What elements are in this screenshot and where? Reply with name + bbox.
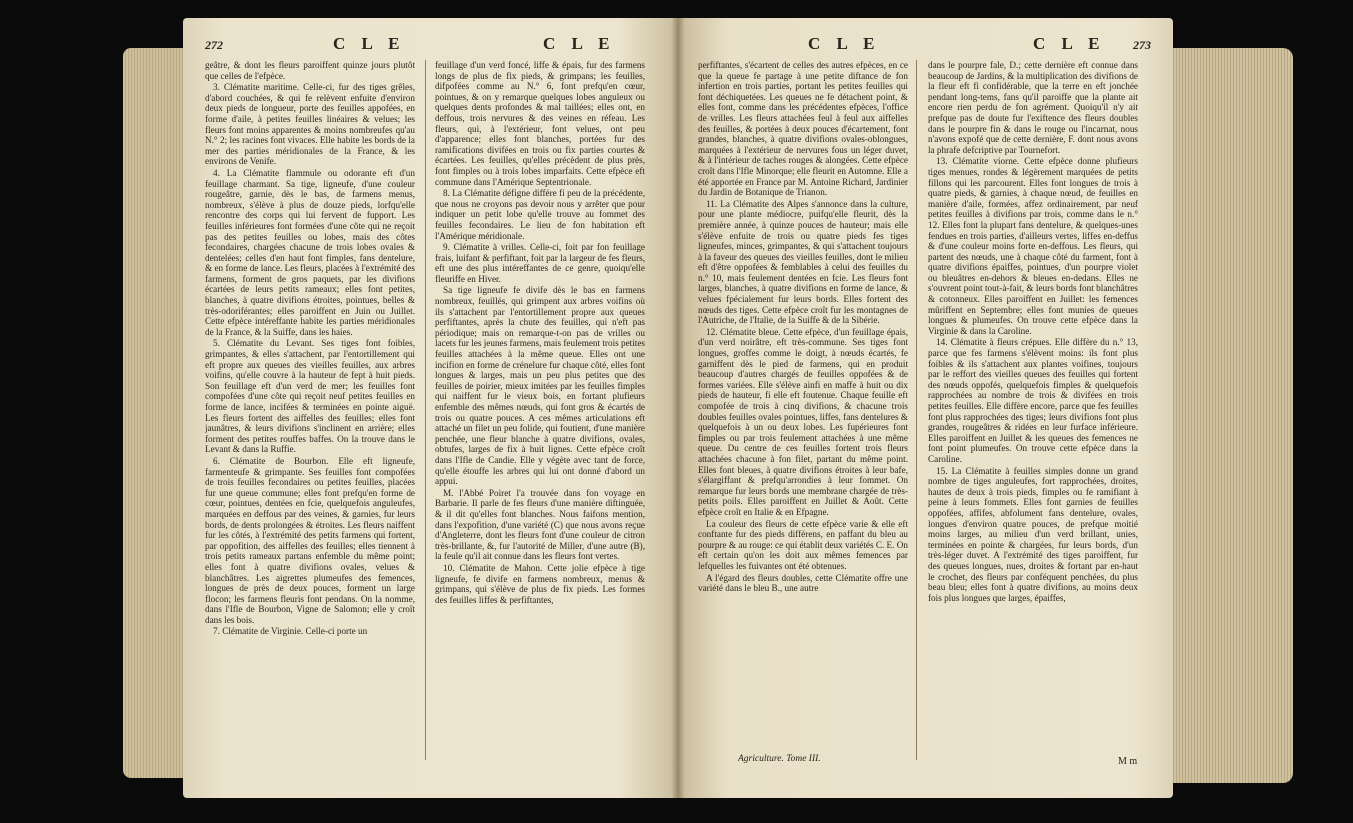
page-number-left: 272 [205,38,223,52]
left-page-column-2 [435,60,645,606]
paragraph: A l'égard des fleurs doubles, cette Clématite offre une variété dans le bleu B., une autre [698,572,908,594]
right-page-column-1 [698,60,908,750]
paragraph: geâtre, & dont les fleurs paroiffent quinze jours plutôt que celles de l'efpèce. [205,60,415,81]
paragraph: 13. Clématite viorne. Cette efpèce donne plufieurs tiges menues, rondes & légèrement marquées de petits fillons qui les parcourent. Elles font longues de trois à quatre pieds, & garnies, à chaque nœud, de feuilles en manière d'aile, formées, affez ordinairement, par neuf petites feuilles à divifions par trois, comme dans le n.° 12. Elles font la plupart fans dentelure, & quelques-unes fendues en trois parties, d'ailleurs vertes, liffes en-deffus & d'une couleur moins forte en-deffous. Les fleurs, qui partent des nœuds, une à chaque côté du farment, font à quatre divifions épaiffes, pointues, d'un pourpre violet ou bleuâtres en-dehors & bleues en-dedans. Elles ne s'ouvrent point tout-à-fait, & leurs bords font blanchâtres & cotonneux. Elles paroiffent en Juillet: les femences mûriffent en Septembre; elles font munies de queues longues & plumeufes. On trouve cette efpèce dans la Virginie & dans la Caroline. [928,156,1138,336]
running-head-left-col2: C L E [543,34,616,53]
paragraph: 14. Clématite à fleurs crépues. Elle diffère du n.° 13, parce que fes farmens s'élèvent moins: ils font plus foibles & ils s'attachent aux plantes voifines, toujours par le reffort des vieilles queues des feuilles qui fortent des nœuds oppofés, quelquefois fimples & quelquefois rapprochées au nombre de trois & divifées en trois petites feuilles. Elle diffère encore, parce que fes feuilles font plus rapprochées des tiges; leurs divifions font plus grandes, rougeâtres & ridées en leur furface inférieure. Elles paroiffent en Juillet & les queues des femences ne font point plumeufes. On trouve cette efpèce dans la Caroline. [928,337,1138,464]
running-head-right-col1: C L E [808,34,881,53]
open-book [183,18,1183,808]
paragraph: perfiftantes, s'écartent de celles des autres efpèces, en ce que la queue fe partage à une petite diftance de fon infertion en trois parties, portant les petites feuilles qui font déchiquetées. Les queues ne fe détachent point, & elles font, comme dans les précédentes efpèces, l'office de vrilles. Les fleurs attachées feul à feul aux aiffelles des feuilles, & portées à deux pouces d'écartement, font grandes, blanches, à quatre divifions ovales-oblongues, marquées à l'extérieur de nervures fous un léger duvet, & à l'intérieur de taches rouges & alongées. Cette efpèce croît dans l'Ifle Minorque; elle fleurit en Automne. Elle a été apportée en France par M. Antoine Richard, Jardinier du Jardin de Botanique de Trianon. [698,60,908,198]
paragraph: feuillage d'un verd foncé, liffe & épais, fur des farmens longs de plus de fix pieds, & grimpans; les feuilles, difpofées comme au N.° 6, font prefqu'en cœur, pointues, & on y remarque quelques lobes anguleux ou quelques dents profondes & mal taillées; elles ont, en deffous, trois nervures & des veines en réfeau. Les fleurs, qui, à l'extérieur, font velues, ont peu d'apparence; elles font blanches, portées fur des ramifications divifées en trois ou fix parties courtes & écartées. Les feuilles, qu'elles précèdent de plus près, font fimples ou à trois lobes imparfaits. Cette efpèce eft commune dans l'Amérique Septentrionale. [435,60,645,187]
paragraph: 15. La Clématite à feuilles simples donne un grand nombre de tiges anguleufes, fort rapprochées, droites, hautes de deux à trois pieds, fimples ou fe ramifiant à peine à leurs fommets. Elles font garnies de feuilles oppofées, affifes, abfolument fans dentelure, ovales, longues d'environ quatre pouces, de prefque moitié moins larges, au milieu d'un verd brillant, unies, terminées en pointe & chargées, fur leurs bords, d'un très-léger duvet. A l'extrémité des tiges paroiffent, fur des queues longues, nues, droites & fortant par en-haut le crochet, des fleurs par conféquent penchées, du plus beau bleu; elles font à quatre divifions, au moins deux fois plus longues que larges, épaiffes, [928,465,1138,603]
paragraph: 6. Clématite de Bourbon. Elle eft ligneufe, farmenteufe & grimpante. Ses feuilles font compofées de trois feuilles fecondaires ou petites feuilles, placées fur une queue commune; elles font prefqu'en forme de cœur, pointues, dentées en fcie, quelquefois anguleufes, marquées en deffous par des veines, & garnies, fur leurs bords, de dents prolongées & étroites. Les fleurs naiffent fur les côtés, à l'extrémité des petits farmens qui fortent, par oppofition, des aiffelles des feuilles; elles tiennent à trois petits rameaux partans enfemble du même point; elles font à quatre divifions ovales, velues & blanchâtres. Les aigrettes plumeufes des femences, longues de près de deux pouces, forment un large flocon; les farmens fleuris font pendans. On la nomme, dans l'Ifle de Bourbon, Vigne de Salomon; elle y croît dans les bois. [205,455,415,625]
paragraph: dans le pourpre fale, D.; cette dernière eft connue dans beaucoup de Jardins, & la multiplication des divifions de la fleur eft fi confidérable, que la terre en eft jonchée pendant long-tems, fans qu'il paroiffe que la plante ait encore rien perdu de fon agrément. Quoiqu'il n'y ait prefque pas de doute fur l'exiftence des fleurs doubles dans le pourpre fin & dans le rouge ou l'incarnat, nous n'avons expofé que de cette dernière, F. dont nous avons la phrafe defcriptive par Tournefort. [928,60,1138,155]
paragraph: 4. La Clématite flammule ou odorante eft d'un feuillage charmant. Sa tige, ligneufe, d'une couleur rougeâtre, garnie, dès le bas, de farmens menus, nombreux, s'élève à plus de douze pieds, lorfqu'elle rencontre des corps qui lui fervent de fupport. Les feuilles inférieures font formées d'une côte qui ne reçoit pas des petites feuilles ou lobes, mais des côtes fecondaires, chargées chacune de trois lobes ovales & dentelées; celles d'en haut font fimples, fans dentelure, & en forme de lance. Les fleurs, placées à l'extrémité des farmens, forment de gros paquets, par les divifions écartées de leurs petits rameaux; elles font petites, blanches, à quatre divifions étroites, pointues, belles & très-odoriférantes; elles paroiffent en Juin ou Juillet. Cette efpèce intéreffante habite les parties méridionales de la France, & la Suiffe, dans les haies. [205,167,415,337]
page-number-right: 273 [1133,38,1151,52]
running-head-right-col2: C L E [1033,34,1106,53]
right-page-column-2 [928,60,1138,604]
column-rule [425,60,426,760]
paragraph: Sa tige ligneufe fe divife dès le bas en farmens nombreux, feuillés, qui grimpent aux arbres voifins où ils s'attachent par l'entortillement propre aux queues perfiftantes, après la chute des feuilles, qui n'eft pas périodique; mais on remarque-t-on pas de vrilles ou lacets fur les jeunes farmens, mais feulement trois petites feuilles attachées à la même queue. Elles ont une incifion en forme de crénelure fur chaque côté, elles font longues & larges, mais un peu plus petites que des feuilles de poirier, mieux imitées par les feuilles fimples qui naiffent fur le vieux bois, en fortant plufieurs enfemble des mêmes nœuds, qui font gros & écartés de trois ou quatre pouces. A ces mêmes articulations eft attaché un filet un peu folide, qui foutient, d'une manière penchée, une fleur blanche à quatre divifions, ovales, obtufes, larges de fix à huit lignes. Cette efpèce croît dans l'Ifle de Candie. Elle y végète avec tant de force, qu'elle étouffe les arbres qui lui ont donné d'abord un appui. [435,285,645,487]
paragraph: 3. Clématite maritime. Celle-ci, fur des tiges grêles, d'abord couchées, & qui fe relèvent enfuite d'environ deux pieds de longueur, porte des feuilles appofées, en forme d'aile, à petites feuilles linéaires & velues; les fleurs font moins apparentes & moins nombreufes qu'au N.° 2; les racines font vivaces. Elle habite les bords de la mer des parties méridionales de la France, & les environs de Venife. [205,82,415,167]
paragraph: 9. Clématite à vrilles. Celle-ci, foit par fon feuillage frais, luifant & perfiftant, foit par la largeur de fes fleurs, eft une des plus intéreffantes de ce genre, quoiqu'elle fleuriffe en Hiver. [435,242,645,284]
book-gutter [671,18,685,798]
paragraph: 8. La Clématite défigne différe fi peu de la précédente, que nous ne croyons pas devoir nous y arrêter que pour indiquer un petit lobe qu'elle trouve au fommet des feuilles fecondaires. Le lieu de fon habitation eft l'Amérique méridionale. [435,188,645,241]
column-rule [916,60,917,760]
paragraph: 12. Clématite bleue. Cette efpèce, d'un feuillage épais, d'un verd noirâtre, eft très-commune. Ses tiges font longues, groffes comme le doigt, à nœuds écartés, fe garniffent dès le pied de farmens, qui en produit beaucoup d'autres chargés de feuilles oppofées & de formes variées. Elle s'élève ainfi en maffe à huit ou dix pieds de hauteur, fi elle eft foutenue. Chaque feuille eft compofée de trois à cinq divifions, & chacune trois doubles feuilles ovales pointues, liffes, fans dentelures & quelquefois à un ou deux lobes. Les fupérieures font fimples ou par trois feulement attachées à une même queue. Du centre de ces feuilles fortent trois fleurs attachées chacune à fon filet, partant du même point. Elles font bleues, à quatre divifions étroites à leur bafe, s'élargiffant & prefqu'arrondies à leur fommet. On remarque fur leurs bords une membrane chargée de très-petits poils. Elles paroiffent en Juillet & Août. Cette efpèce croît en Italie & en Efpagne. [698,326,908,517]
left-page [183,18,678,798]
signature-mark: M m [1118,756,1138,767]
paragraph: 10. Clématite de Mahon. Cette jolie efpèce à tige ligneufe, fe divife en farmens nombreux, menus & grimpans, qui s'élève de plus de fix pieds. Les formes des feuilles liffes & perfiftantes, [435,562,645,605]
left-page-column-1 [205,60,415,638]
running-head-left-col1: C L E [333,34,406,53]
right-page [678,18,1173,798]
footer-volume: Agriculture. Tome III. [738,754,821,764]
paragraph: 7. Clématite de Virginie. Celle-ci porte un [213,626,368,637]
paragraph: La couleur des fleurs de cette efpèce varie & elle eft conftante fur des pieds différens, en paffant du bleu au pourpre & au rouge: ce qui établit deux variétés C. E. On eft certain qu'on les doit aux mêmes femences par lefquelles les fuivantes ont été obtenues. [698,518,908,571]
paragraph: 11. La Clématite des Alpes s'annonce dans la culture, pour une plante médiocre, puifqu'elle fleurit, dès la première année, à quinze pouces de hauteur; mais elle s'élève enfuite de trois ou quatre pieds fes tiges ligneufes, minces, grimpantes, & qui s'attachent toujours à la faveur des queues des vieilles feuilles, dont le milieu eft d'être oppofées & femblables à celui des feuilles du n.° 10, mais feulement dentées en fcie. Les fleurs font larges, blanches, à quatre divifions en forme de lance, & velues fpécialement fur leurs bords. Elles fortent des nœuds des tiges. Cette efpèce croît fur les montagnes de l'Autriche, de l'Italie, de la Suiffe & de la Sibérie. [698,198,908,326]
right-page-edges [1168,48,1293,783]
paragraph: M. l'Abbé Poiret l'a trouvée dans fon voyage en Barbarie. Il parle de fes fleurs d'une manière diftinguée, & il dit qu'elles font blanches. Nous faifons mention, dans l'expofition, d'une variété (C) que nous avons reçue d'Angleterre, dont les fleurs font d'une couleur de citron très-brillante, &, fur l'autorité de Miller, d'une autre (B), la feule qu'il ait connue dans les fleurs font vertes. [435,487,645,562]
paragraph: 5. Clématite du Levant. Ses tiges font foibles, grimpantes, & elles s'attachent, par l'entortillement qui eft propre aux queues des vieilles feuilles, aux arbres voifins, qu'elle couvre à la hauteur de fept à huit pieds. Son feuillage eft d'un verd de mer; les feuilles font compofées d'une côte qui reçoit neuf petites feuilles en forme de lance, incifées & terminées en pointe aiguë. Les fleurs fortent des aiffelles des feuilles; elles font jaunâtres, & leurs divifions s'inclinent en arrière; elles forment des petites rouffes baffes. On la trouve dans le Levant & dans la Ruffie. [205,338,415,455]
